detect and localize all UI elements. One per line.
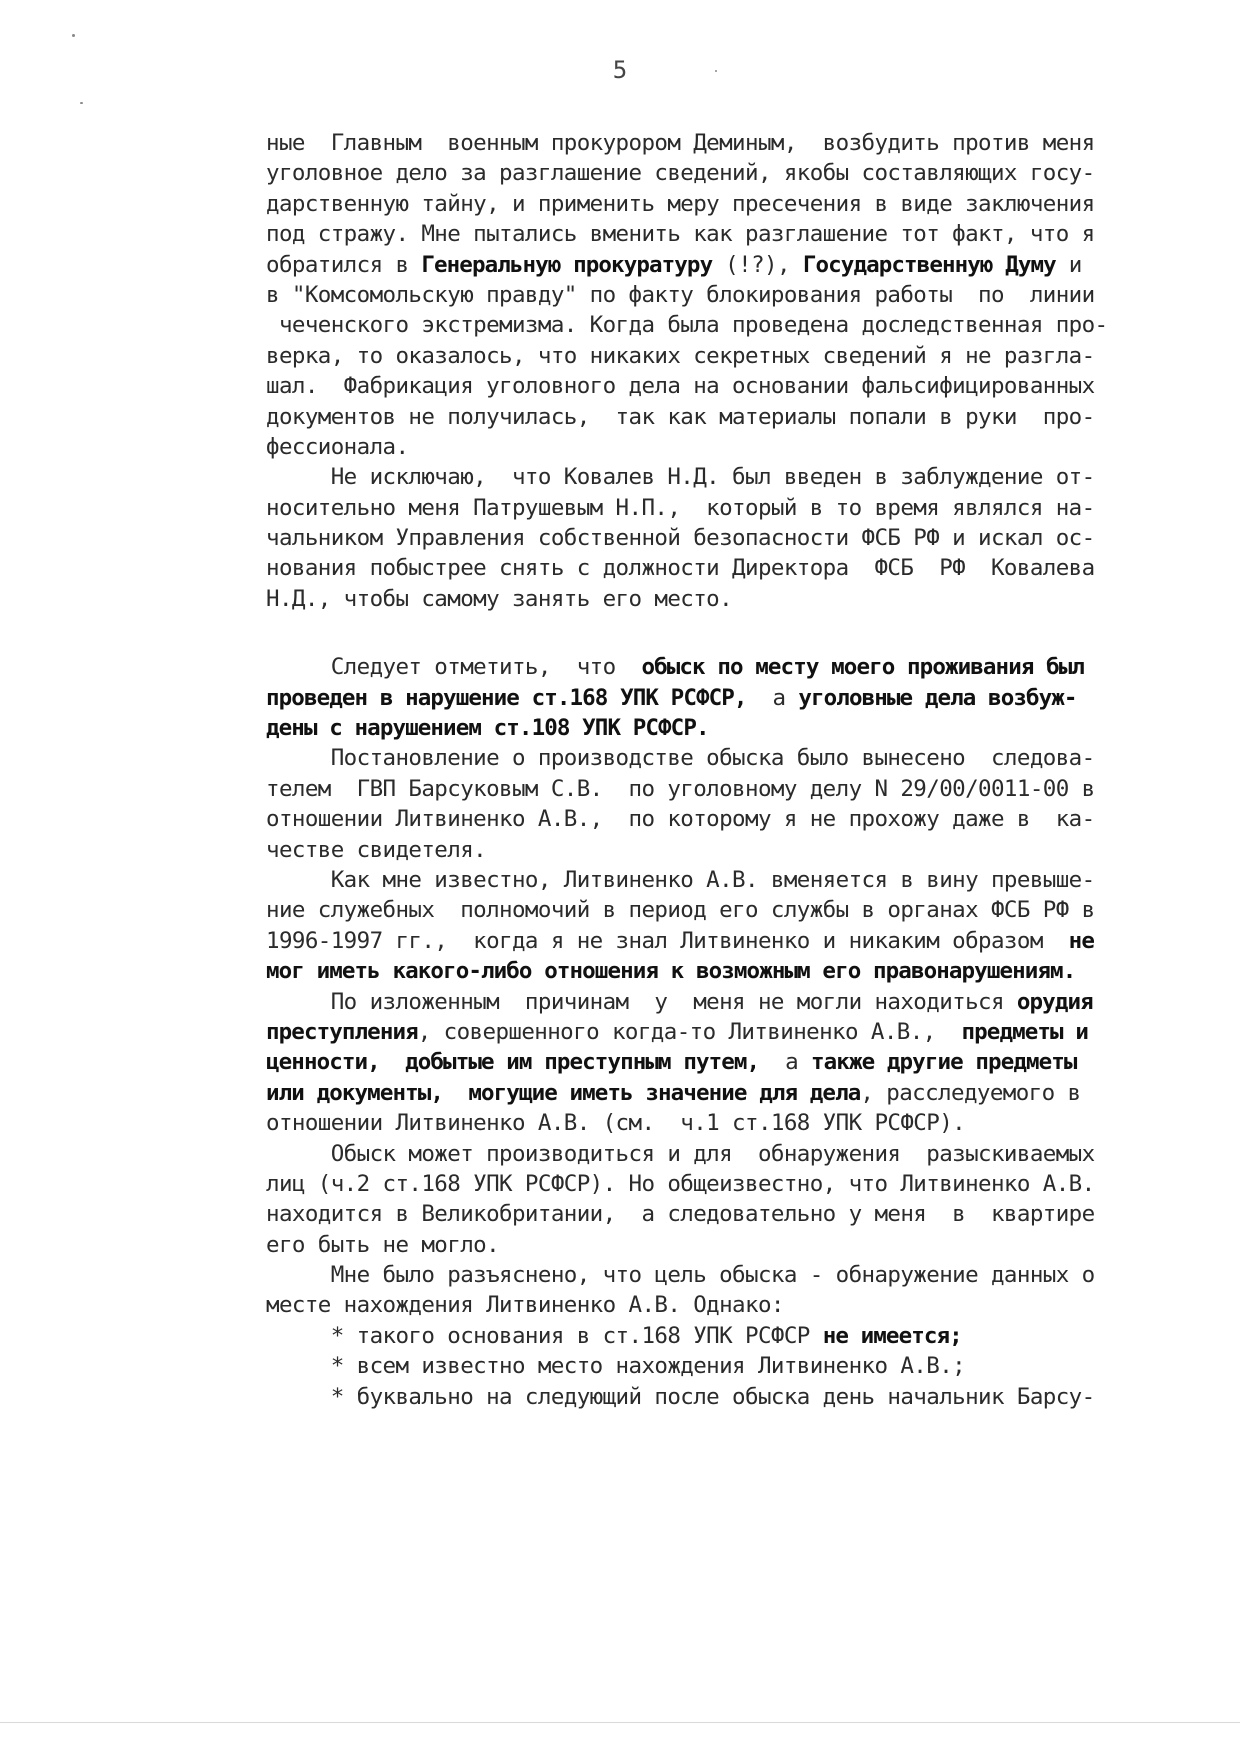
- text-line: [266, 250, 1226, 280]
- bold-text: не: [1068, 927, 1094, 954]
- bold-text: предметы и: [961, 1018, 1088, 1045]
- text-run: * буквально на следующий после обыска день начальник Барсу-: [266, 1383, 1095, 1410]
- scan-speck: [72, 34, 75, 37]
- text-line: [266, 956, 1226, 986]
- bold-text: Государственную Думу: [802, 251, 1056, 278]
- bold-text: не имеется;: [822, 1322, 962, 1349]
- text-line: [266, 128, 1226, 158]
- bold-text: Генеральную прокуратуру: [421, 251, 713, 278]
- text-line: [266, 1139, 1226, 1169]
- bold-text: орудия: [1016, 988, 1093, 1015]
- text-run: фессионала.: [266, 433, 409, 460]
- text-line: [266, 341, 1226, 371]
- text-run: обратился в: [266, 251, 422, 278]
- text-line: [266, 865, 1226, 895]
- text-line: [266, 158, 1226, 188]
- text-run: месте нахождения Литвиненко А.В. Однако:: [266, 1292, 784, 1319]
- text-line: [266, 1078, 1226, 1108]
- text-run: Н.Д., чтобы самому занять его место.: [266, 585, 733, 612]
- text-line: [266, 432, 1226, 462]
- text-line: [266, 1382, 1226, 1412]
- text-line: [266, 402, 1226, 432]
- text-run: Постановление о производстве обыска было вынесено следова-: [266, 745, 1095, 772]
- text-line: [266, 987, 1226, 1017]
- text-run: уголовное дело за разглашение сведений, якобы составляющих госу-: [266, 160, 1095, 187]
- text-run: честве свидетеля.: [266, 836, 487, 863]
- text-run: в "Комсомольскую правду" по факту блокирования работы по линии: [266, 281, 1095, 308]
- text-line: [266, 462, 1226, 492]
- text-run: отношении Литвиненко А.В., по которому я не прохожу даже в ка-: [266, 806, 1095, 833]
- text-line: [266, 1260, 1226, 1290]
- text-line: [266, 493, 1226, 523]
- text-line: [266, 1017, 1226, 1047]
- text-line: [266, 1108, 1226, 1138]
- text-line: [266, 219, 1226, 249]
- text-line: [266, 652, 1226, 682]
- text-line: [266, 1230, 1226, 1260]
- text-run: ные Главным военным прокурором Деминым, возбудить против меня: [266, 130, 1095, 156]
- text-run: а: [746, 684, 799, 711]
- bold-text: ценности, добытые им преступным путем,: [266, 1049, 760, 1076]
- text-line: [266, 523, 1226, 553]
- text-run: Не исключаю, что Ковалев Н.Д. был введен в заблуждение от-: [266, 464, 1095, 491]
- text-run: и: [1055, 251, 1082, 278]
- text-run: его быть не могло.: [266, 1231, 500, 1258]
- text-run: нования побыстрее снять с должности Директора ФСБ РФ Ковалева: [266, 555, 1095, 582]
- text-run: находится в Великобритании, а следовательно у меня в квартире: [266, 1201, 1095, 1228]
- text-run: дарственную тайну, и применить меру пресечения в виде заключения: [266, 190, 1095, 217]
- text-line: [266, 926, 1226, 956]
- text-line: [266, 371, 1226, 401]
- text-run: Следует отметить, что: [266, 654, 642, 681]
- text-line: [266, 1199, 1226, 1229]
- text-line: [266, 584, 1226, 614]
- text-run: * всем известно место нахождения Литвиненко А.В.;: [266, 1353, 966, 1380]
- text-run: 1996-1997 гг., когда я не знал Литвиненко и никаким образом: [266, 927, 1069, 954]
- text-run: документов не получилась, так как материалы попали в руки про-: [266, 403, 1095, 430]
- text-line: [266, 835, 1226, 865]
- text-run: По изложенным причинам у меня не могли находиться: [266, 988, 1017, 1015]
- bold-text: преступления: [266, 1018, 418, 1045]
- text-line: [266, 280, 1226, 310]
- text-line: [266, 1290, 1226, 1320]
- bold-text: обыск по месту моего проживания был: [641, 654, 1085, 681]
- text-line: [266, 895, 1226, 925]
- text-line: [266, 310, 1226, 340]
- text-line: [266, 553, 1226, 583]
- text-run: верка, то оказалось, что никаких секретных сведений я не разгла-: [266, 342, 1095, 369]
- scan-edge-line: [0, 1722, 1240, 1723]
- text-run: , совершенного когда-то Литвиненко А.В.,: [417, 1018, 962, 1045]
- text-run: Как мне известно, Литвиненко А.В. вменяется в вину превыше-: [266, 866, 1095, 893]
- text-line: [266, 683, 1226, 713]
- bold-text: проведен в нарушение ст.168 УПК РСФСР,: [266, 684, 747, 711]
- bold-text: или документы, могущие иметь значение для дела: [266, 1079, 861, 1106]
- text-run: отношении Литвиненко А.В. (см. ч.1 ст.168 УПК РСФСР).: [266, 1110, 966, 1137]
- text-line: [266, 1047, 1226, 1077]
- text-line: [266, 774, 1226, 804]
- page-number: 5: [612, 56, 628, 84]
- text-line: [266, 804, 1226, 834]
- scan-speck: [715, 70, 717, 72]
- text-run: под стражу. Мне пытались вменить как разглашение тот факт, что я: [266, 221, 1095, 248]
- text-run: телем ГВП Барсуковым С.В. по уголовному делу N 29/00/0011-00 в: [266, 775, 1095, 802]
- text-run: ние служебных полномочий в период его службы в органах ФСБ РФ в: [266, 897, 1095, 924]
- text-run: чальником Управления собственной безопасности ФСБ РФ и искал ос-: [266, 525, 1095, 552]
- text-run: лиц (ч.2 ст.168 УПК РСФСР). Но общеизвестно, что Литвиненко А.В.: [266, 1170, 1095, 1197]
- text-run: носительно меня Патрушевым Н.П., который в то время являлся на-: [266, 494, 1095, 521]
- text-line: [266, 1351, 1226, 1381]
- bold-text: также другие предметы: [811, 1049, 1077, 1076]
- text-run: чеченского экстремизма. Когда была проведена доследственная про-: [266, 312, 1108, 339]
- text-run: шал. Фабрикация уголовного дела на основании фальсифицированных: [266, 373, 1095, 400]
- paragraph-spacer: [266, 614, 1226, 652]
- text-run: , расследуемого в: [860, 1079, 1081, 1106]
- text-line: [266, 1169, 1226, 1199]
- bold-text: мог иметь какого-либо отношения к возможным его правонарушениям.: [266, 958, 1076, 985]
- text-run: * такого основания в ст.168 УПК РСФСР: [266, 1322, 823, 1349]
- text-line: [266, 189, 1226, 219]
- text-run: Мне было разъяснено, что цель обыска - обнаружение данных о: [266, 1262, 1095, 1289]
- scan-speck: [80, 102, 83, 104]
- text-line: [266, 713, 1226, 743]
- text-run: (!?),: [712, 251, 803, 278]
- text-line: [266, 1321, 1226, 1351]
- bold-text: уголовные дела возбуж-: [798, 684, 1077, 711]
- document-body: [266, 128, 1226, 1412]
- text-run: а: [759, 1049, 811, 1076]
- text-run: Обыск может производиться и для обнаружения разыскиваемых: [266, 1140, 1095, 1167]
- bold-text: дены с нарушением ст.108 УПК РСФСР.: [266, 715, 709, 742]
- text-line: [266, 743, 1226, 773]
